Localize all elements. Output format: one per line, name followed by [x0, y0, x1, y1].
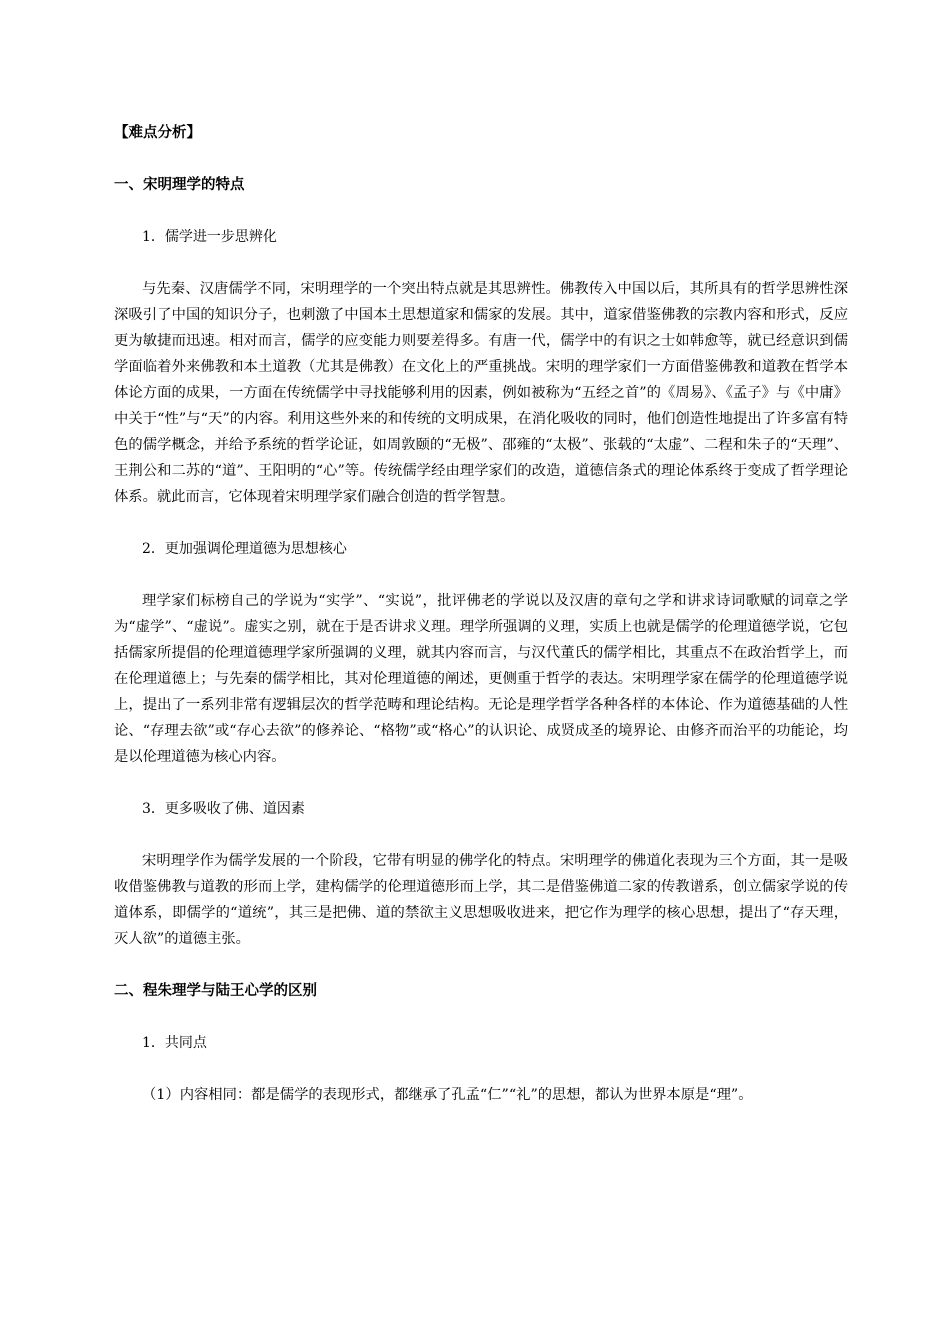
section-1-item-3-label: 3．更多吸收了佛、道因素 — [142, 801, 305, 817]
section-2-item-1-text: （1）内容相同：都是儒学的表现形式，都继承了孔孟“仁”“礼”的思想，都认为世界本原是“理”。 — [142, 1087, 753, 1103]
section-2-heading: 二、程朱理学与陆王心学的区别 — [114, 983, 317, 999]
section-1-heading: 一、宋明理学的特点 — [114, 177, 245, 193]
doc-title: 【难点分析】 — [114, 125, 201, 141]
section-1-item-1-label: 1．儒学进一步思辨化 — [142, 229, 277, 245]
section-1-item-2-text: 理学家们标榜自己的学说为“实学”、“实说”，批评佛老的学说以及汉唐的章句之学和讲求诗词歌赋的词章之学为“虚学”、“虚说”。虚实之别，就在于是否讲求义理。理学所强调的义理，实质上也就是儒学的伦理道德学说，它包括儒家所提倡的伦理道德理学家所强调的义理，就其内容而言，与汉代董氏的儒学相比，其重点不在政治哲学上，而在伦理道德上；与先秦的儒学相比，其对伦理道德的阐述，更侧重于哲学的表达。宋明理学家在儒学的伦理道德学说上，提出了一系列非常有逻辑层次的哲学范畴和理论结构。无论是理学哲学各种各样的本体论、作为道德基础的人性论、“存理去欲”或“存心去欲”的修养论、“格物”或“格心”的认识论、成贤成圣的境界论、由修齐而治平的功能论，均是以伦理道德为核心内容。 — [114, 593, 848, 765]
section-1-item-1-text: 与先秦、汉唐儒学不同，宋明理学的一个突出特点就是其思辨性。佛教传入中国以后，其所具有的哲学思辨性深深吸引了中国的知识分子，也刺激了中国本土思想道家和儒家的发展。其中，道家借鉴佛教的宗教内容和形式，反应更为敏捷而迅速。相对而言，儒学的应变能力则要差得多。有唐一代，儒学中的有识之士如韩愈等，就已经意识到儒学面临着外来佛教和本土道教（尤其是佛教）在文化上的严重挑战。宋明的理学家们一方面借鉴佛教和道教在哲学本体论方面的成果，一方面在传统儒学中寻找能够利用的因素，例如被称为“五经之首”的《周易》、《孟子》与《中庸》中关于“性”与“天”的内容。利用这些外来的和传统的文明成果，在消化吸收的同时，他们创造性地提出了许多富有特色的儒学概念，并给予系统的哲学论证，如周敦颐的“无极”、邵雍的“太极”、张载的“太虚”、二程和朱子的“天理”、王荆公和二苏的“道”、王阳明的“心”等。传统儒学经由理学家们的改造，道德信条式的理论体系终于变成了哲学理论体系。就此而言，它体现着宋明理学家们融合创造的哲学智慧。 — [114, 281, 848, 505]
section-2-item-1-label: 1．共同点 — [142, 1035, 207, 1051]
section-1-item-2-label: 2．更加强调伦理道德为思想核心 — [142, 541, 347, 557]
document-page — [114, 120, 848, 1108]
section-1-item-3-text: 宋明理学作为儒学发展的一个阶段，它带有明显的佛学化的特点。宋明理学的佛道化表现为三个方面，其一是吸收借鉴佛教与道教的形而上学，建构儒学的伦理道德形而上学，其二是借鉴佛道二家的传教谱系，创立儒家学说的传道体系，即儒学的“道统”，其三是把佛、道的禁欲主义思想吸收进来，把它作为理学的核心思想，提出了“存天理，灭人欲”的道德主张。 — [114, 853, 848, 947]
